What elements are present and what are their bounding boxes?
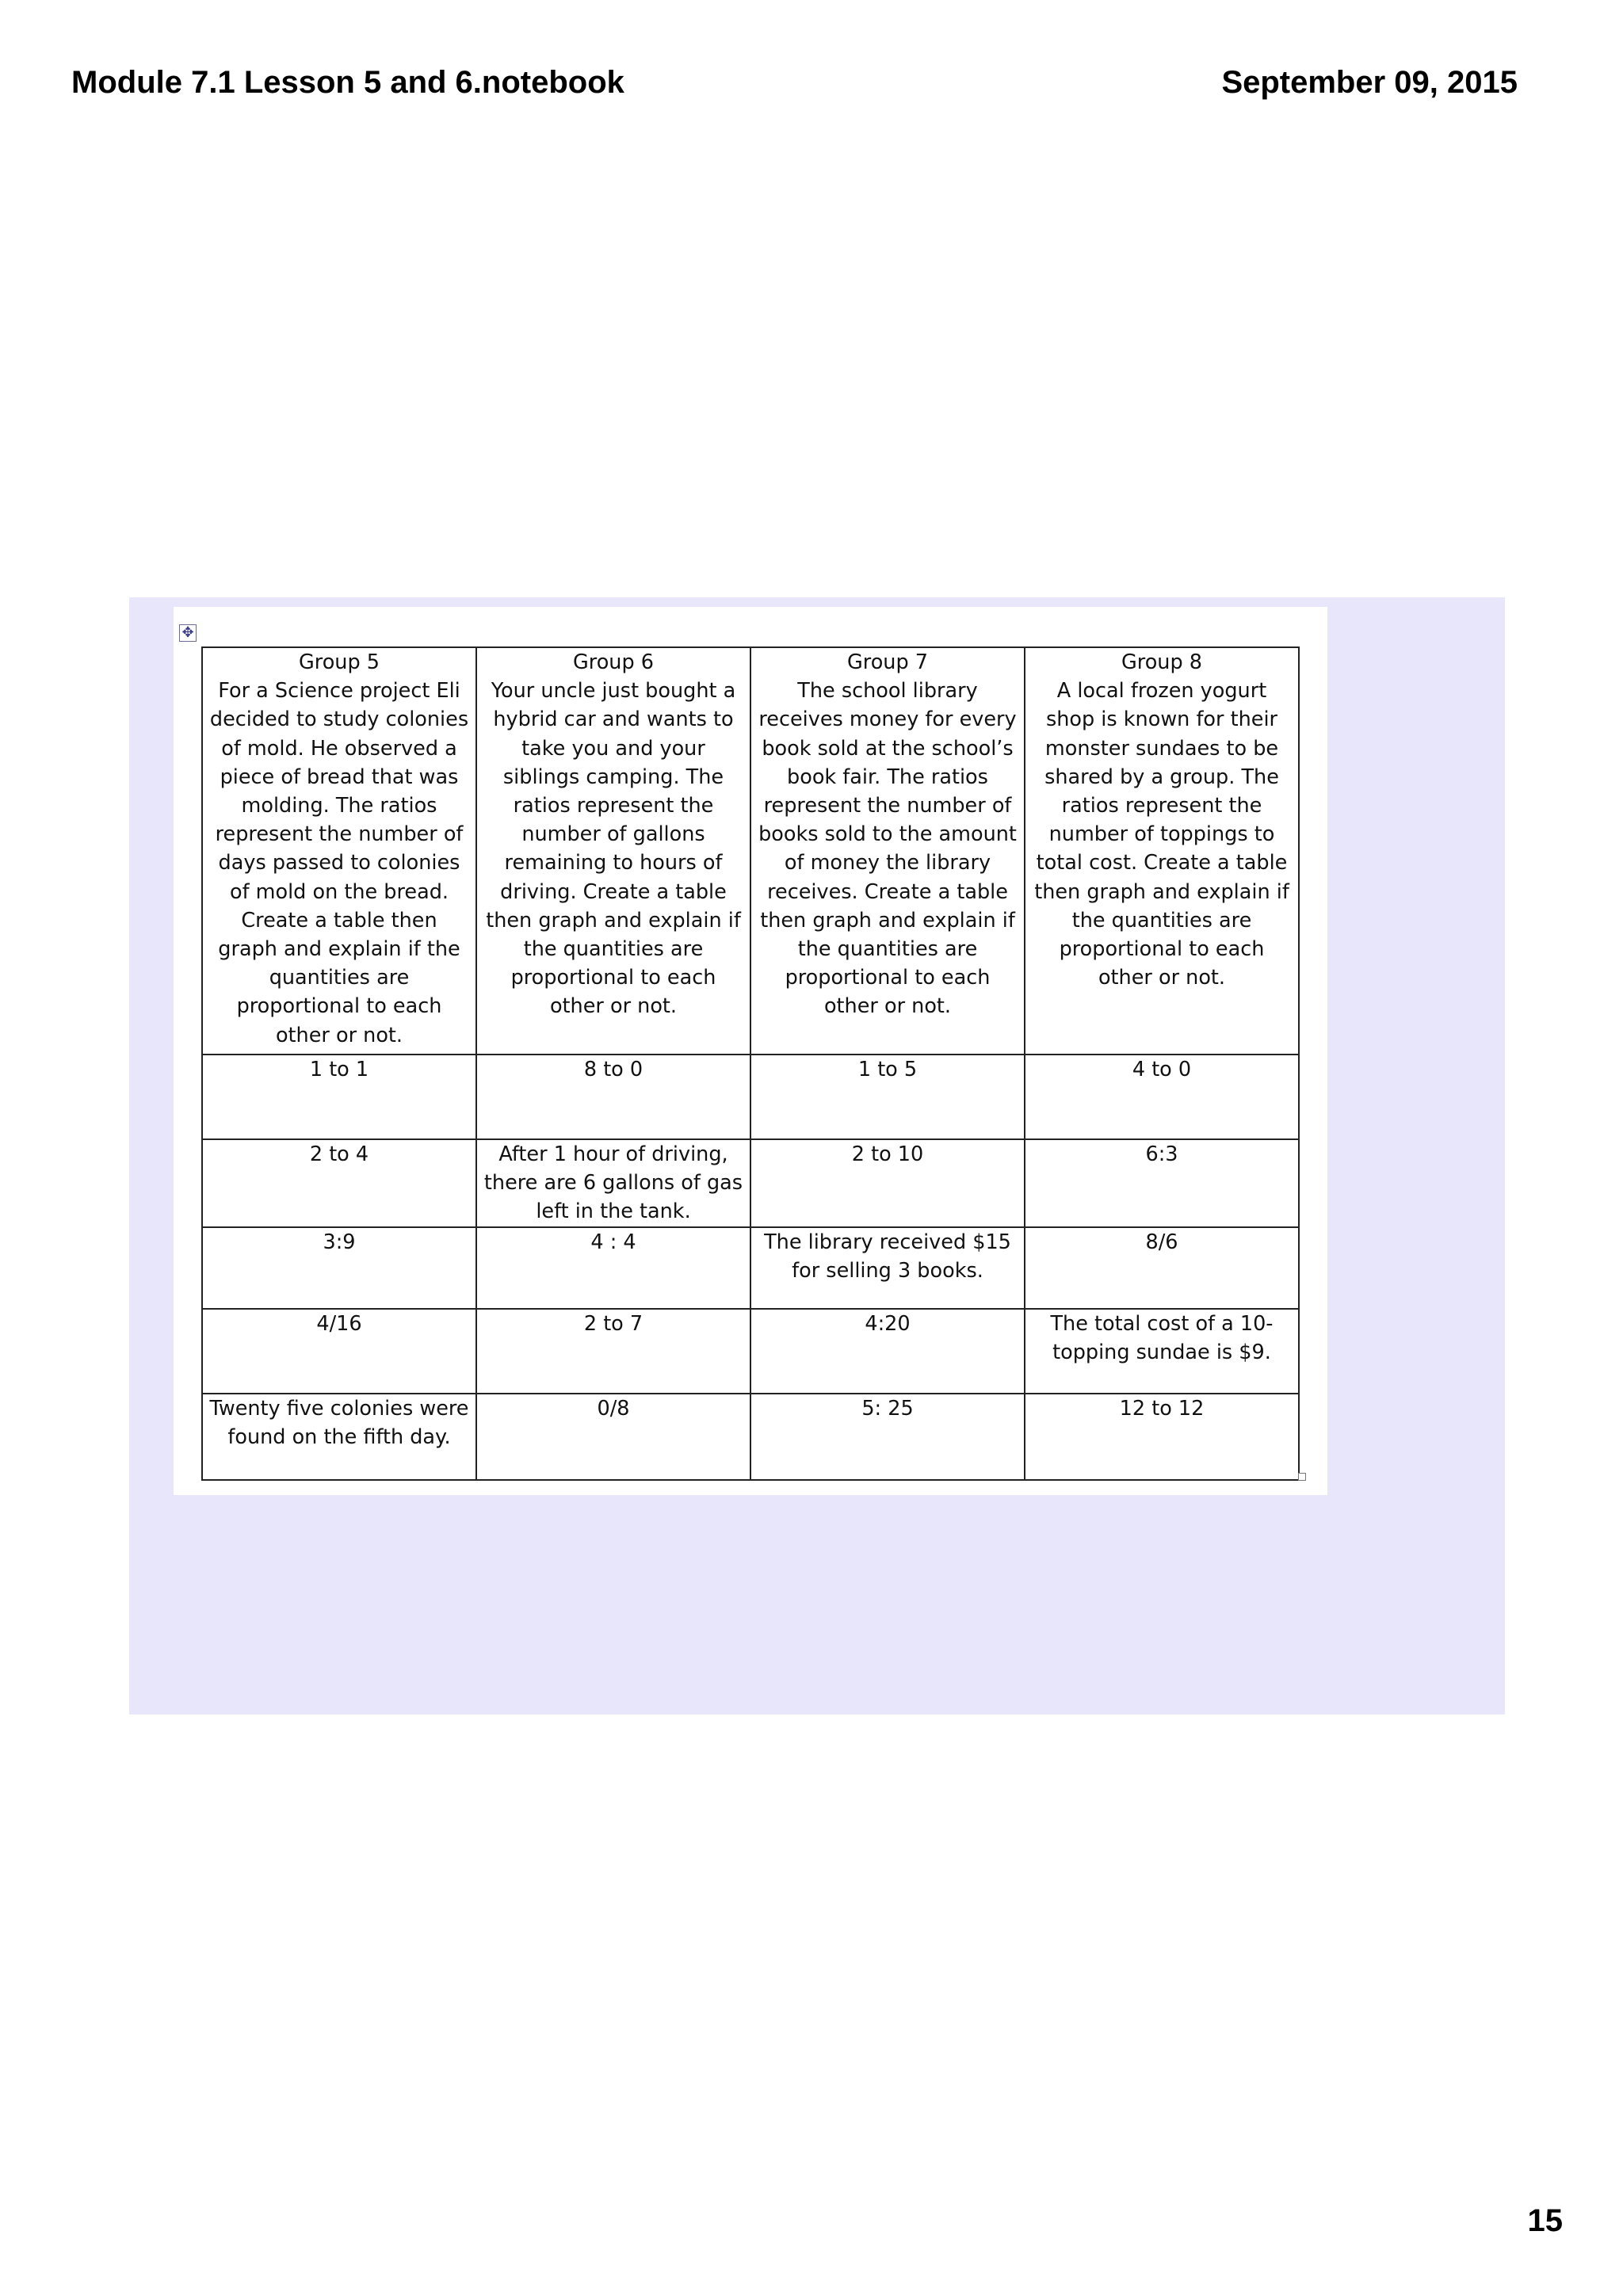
group-7-description: The school library receives money for every book sold at the school’s book fair. The ratios represent the number of books sold to the amount of money the library receives. Create a table then graph and explain if the quantities are proportional to each other or not. [758, 679, 1017, 1019]
table-row [202, 1227, 1299, 1309]
group-7-title: Group 7 [847, 650, 928, 674]
table-cell: 2 to 10 [750, 1139, 1025, 1227]
table-cell: 5: 25 [750, 1394, 1025, 1480]
move-arrows-icon[interactable]: ✥ [179, 624, 197, 642]
table-header-row [202, 647, 1299, 1055]
group-5-description: For a Science project Eli decided to study colonies of mold. He observed a piece of bread that was molding. The ratios represent the number of days passed to colonies of mold on the bread. Create a table then graph and explain if the quantities are proportional to each other or not. [209, 679, 469, 1047]
table-cell: 0/8 [476, 1394, 750, 1480]
group-8-description: A local frozen yogurt shop is known for their monster sundaes to be shared by a group. The ratios represent the number of toppings to total cost. Create a table then graph and explain if the quantities are proportional to each other or not. [1034, 679, 1289, 990]
table-cell: 2 to 7 [476, 1309, 750, 1394]
document-date: September 09, 2015 [1221, 65, 1518, 100]
group-6-description: Your uncle just bought a hybrid car and wants to take you and your siblings camping. The ratios represent the number of gallons remaining to hours of driving. Create a table then graph and explain if the quantities are proportional to each other or not. [486, 679, 741, 1019]
table-cell: 1 to 1 [202, 1055, 476, 1139]
group-5-header [202, 647, 476, 1055]
group-6-title: Group 6 [573, 650, 654, 674]
table-cell: 4:20 [750, 1309, 1025, 1394]
group-8-header [1025, 647, 1299, 1055]
group-7-header [750, 647, 1025, 1055]
table-row [202, 1139, 1299, 1227]
table-cell: 4/16 [202, 1309, 476, 1394]
table-cell: 3:9 [202, 1227, 476, 1309]
group-8-title: Group 8 [1121, 650, 1202, 674]
table-cell: Twenty five colonies were found on the fifth day. [202, 1394, 476, 1480]
table-cell: 1 to 5 [750, 1055, 1025, 1139]
table-cell: 4 : 4 [476, 1227, 750, 1309]
table-cell: 4 to 0 [1025, 1055, 1299, 1139]
embedded-table-image [174, 607, 1327, 1495]
table-cell: After 1 hour of driving, there are 6 gallons of gas left in the tank. [476, 1139, 750, 1227]
table-cell: The total cost of a 10-topping sundae is $9. [1025, 1309, 1299, 1394]
ratio-table [201, 646, 1300, 1481]
table-cell: 6:3 [1025, 1139, 1299, 1227]
group-5-title: Group 5 [299, 650, 380, 674]
table-cell: 2 to 4 [202, 1139, 476, 1227]
group-6-header [476, 647, 750, 1055]
document-title: Module 7.1 Lesson 5 and 6.notebook [71, 65, 624, 100]
table-row [202, 1394, 1299, 1480]
resize-handle-icon[interactable] [1298, 1473, 1306, 1481]
table-row [202, 1055, 1299, 1139]
page-number: 15 [1527, 2203, 1563, 2238]
table-cell: 8/6 [1025, 1227, 1299, 1309]
table-row [202, 1309, 1299, 1394]
table-cell: The library received $15 for selling 3 books. [750, 1227, 1025, 1309]
table-cell: 12 to 12 [1025, 1394, 1299, 1480]
table-cell: 8 to 0 [476, 1055, 750, 1139]
